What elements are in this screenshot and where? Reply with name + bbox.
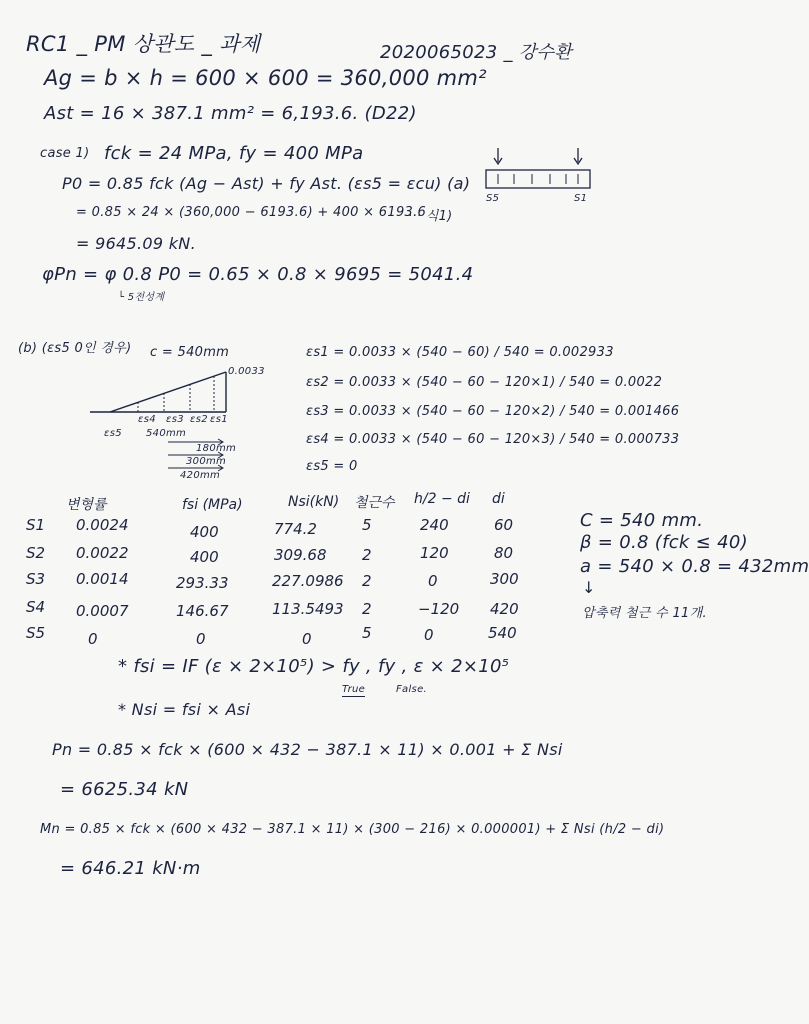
cell-d: 300 (490, 570, 519, 588)
strain-label-s1: εs1 (210, 414, 228, 425)
cell-d: 80 (494, 544, 514, 562)
cell-ns: 774.2 (274, 520, 317, 538)
cell-ns: 113.5493 (272, 600, 344, 618)
dim-300: 300mm (186, 456, 227, 467)
cell-strain: 0 (88, 630, 98, 648)
row-label: S5 (26, 624, 46, 642)
cell-strain: 0.0022 (76, 544, 129, 562)
table-header-d: di (492, 491, 505, 507)
top-strain-value: 0.0033 (228, 366, 265, 377)
strain-eq-s4: εs4 = 0.0033 × (540 − 60 − 120×3) / 540 = 0.000733 (306, 432, 680, 447)
cell-hd: 120 (420, 544, 449, 562)
cell-count: 2 (362, 600, 372, 618)
note-beta: β = 0.8 (fck ≤ 40) (580, 532, 748, 553)
section-label-s1: S1 (574, 193, 588, 204)
ag-equation: Ag = b × h = 600 × 600 = 360,000 mm² (44, 66, 487, 90)
cell-d: 60 (494, 516, 514, 534)
p0-result: = 9645.09 kN. (76, 234, 196, 253)
down-arrow-icon: ↓ (582, 578, 596, 597)
section-b-label: (b) (εs5 0인 경우) (18, 341, 132, 356)
fsi-rule: * fsi = IF (ε × 2×10⁵) > fy , fy , ε × 2×10⁵ (118, 656, 510, 677)
mn-value: = 646.21 kN·m (60, 858, 201, 879)
strain-label-s5: εs5 (104, 428, 122, 439)
cell-ns: 227.0986 (272, 572, 344, 590)
cell-strain: 0.0007 (76, 602, 129, 620)
row-label: S3 (26, 570, 46, 588)
note-a: a = 540 × 0.8 = 432mm (580, 556, 809, 577)
case-label: case 1) (40, 146, 90, 161)
page-title: RC1 _ PM 상관도 _ 과제 (26, 32, 261, 56)
strain-eq-s2: εs2 = 0.0033 × (540 − 60 − 120×1) / 540 = 0.0022 (306, 375, 663, 390)
neutral-axis-depth: c = 540mm (150, 345, 230, 360)
section-label-s5: S5 (486, 193, 500, 204)
cell-count: 5 (362, 624, 372, 642)
material-properties: fck = 24 MPa, fy = 400 MPa (104, 143, 364, 164)
true-label: True (342, 684, 366, 695)
phi-note: └ 5전성계 (118, 292, 165, 303)
cell-fs: 146.67 (176, 602, 229, 620)
mn-equation: Mn = 0.85 × fck × (600 × 432 − 387.1 × 11) × (300 − 216) × 0.000001) + Σ Nsi (h/2 − di) (40, 822, 665, 837)
cell-ns: 309.68 (274, 546, 327, 564)
strain-label-s3: εs3 (166, 414, 184, 425)
p0-equation: P0 = 0.85 fck (Ag − Ast) + fy Ast. (εs5 = εcu) (a) (62, 174, 471, 193)
cell-fs: 400 (190, 548, 219, 566)
note-c: C = 540 mm. (580, 510, 704, 531)
p0-equation-ref: ··· 식1) (408, 209, 453, 224)
table-header-fsi: fsi (MPa) (182, 497, 243, 513)
dim-420: 420mm (180, 470, 221, 481)
cell-strain: 0.0014 (76, 570, 129, 588)
cell-count: 2 (362, 572, 372, 590)
table-header-count: 철근수 (354, 495, 395, 511)
dim-540: 540mm (146, 428, 187, 439)
strain-eq-s5: εs5 = 0 (306, 459, 358, 474)
table-header-strain: 변형률 (66, 497, 107, 513)
cell-hd: 0 (428, 572, 438, 590)
note-compression-bars: 압축력 철근 수 11개. (582, 606, 707, 621)
cell-hd: 240 (420, 516, 449, 534)
cell-d: 540 (488, 624, 517, 642)
cell-fs: 0 (196, 630, 206, 648)
student-id: 2020065023 _ 강수환 (380, 42, 572, 63)
table-header-nsi: Nsi(kN) (288, 494, 340, 510)
cell-d: 420 (490, 600, 519, 618)
cell-ns: 0 (302, 630, 312, 648)
row-label: S4 (26, 598, 46, 616)
strain-eq-s1: εs1 = 0.0033 × (540 − 60) / 540 = 0.002933 (306, 345, 614, 360)
pn-equation: Pn = 0.85 × fck × (600 × 432 − 387.1 × 11) × 0.001 + Σ Nsi (52, 740, 563, 759)
false-label: False. (396, 684, 427, 695)
cell-count: 2 (362, 546, 372, 564)
cell-count: 5 (362, 516, 372, 534)
phi-pn-equation: φPn = φ 0.8 P0 = 0.65 × 0.8 × 9695 = 5041.4 (42, 264, 474, 285)
cell-hd: 0 (424, 626, 434, 644)
strain-eq-s3: εs3 = 0.0033 × (540 − 60 − 120×2) / 540 = 0.001466 (306, 404, 680, 419)
cell-strain: 0.0024 (76, 516, 129, 534)
table-header-hd: h/2 − di (414, 491, 470, 507)
nsi-rule: * Nsi = fsi × Asi (118, 700, 251, 719)
strain-label-s2: εs2 (190, 414, 208, 425)
row-label: S1 (26, 516, 46, 534)
cell-fs: 400 (190, 523, 219, 541)
pn-value: = 6625.34 kN (60, 779, 189, 800)
strain-label-s4: εs4 (138, 414, 156, 425)
cell-fs: 293.33 (176, 574, 229, 592)
ast-equation: Ast = 16 × 387.1 mm² = 6,193.6. (D22) (44, 103, 417, 124)
dim-180: 180mm (196, 443, 237, 454)
p0-calculation: = 0.85 × 24 × (360,000 − 6193.6) + 400 × 6193.6 (76, 205, 427, 220)
row-label: S2 (26, 544, 46, 562)
cell-hd: −120 (418, 600, 460, 618)
